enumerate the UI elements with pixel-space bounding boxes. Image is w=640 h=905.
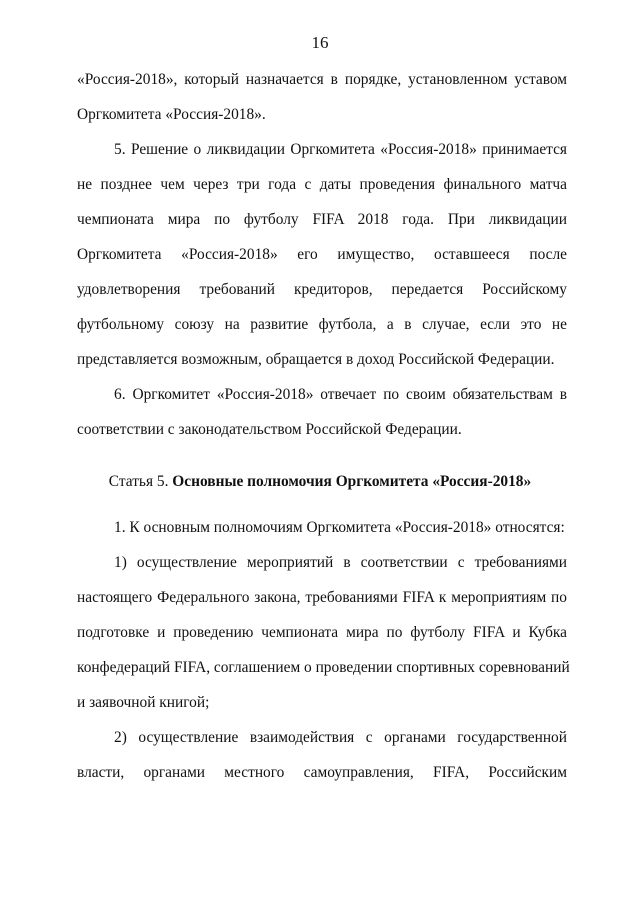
article-title: Основные полномочия Оргкомитета «Россия-2018» <box>172 473 532 490</box>
text-line: футбольному союзу на развитие футбола, а в случае, если это не <box>77 316 567 333</box>
text-line: 5. Решение о ликвидации Оргкомитета «Россия-2018» принимается <box>114 141 567 158</box>
text-line: 1. К основным полномочиям Оргкомитета «Россия-2018» относятся: <box>114 519 565 536</box>
text-line: 1) осуществление мероприятий в соответствии с требованиями <box>114 554 567 571</box>
text-line: власти, органами местного самоуправления, FIFA, Российским <box>77 764 567 781</box>
text-line: «Россия-2018», который назначается в порядке, установленном уставом <box>77 71 567 88</box>
text-line: настоящего Федерального закона, требованиями FIFA к мероприятиям по <box>77 589 567 606</box>
text-line: соответствии с законодательством Российской Федерации. <box>77 421 462 438</box>
text-line: подготовке и проведению чемпионата мира по футболу FIFA и Кубка <box>77 624 567 641</box>
text-line: чемпионата мира по футболу FIFA 2018 года. При ликвидации <box>77 211 567 228</box>
text-line: 2) осуществление взаимодействия с органами государственной <box>114 729 567 746</box>
article-prefix: Статья 5. <box>108 473 169 490</box>
text-line: 6. Оргкомитет «Россия-2018» отвечает по своим обязательствам в <box>114 386 567 403</box>
text-line: представляется возможным, обращается в доход Российской Федерации. <box>77 351 555 368</box>
text-line: и заявочной книгой; <box>77 694 210 711</box>
article-heading <box>0 472 640 492</box>
text-line: удовлетворения требований кредиторов, передается Российскому <box>77 281 567 298</box>
text-line: не позднее чем через три года с даты проведения финального матча <box>77 176 567 193</box>
text-line: конфедераций FIFA, соглашением о проведении спортивных соревнований <box>77 659 570 676</box>
text-line: Оргкомитета «Россия-2018» его имущество, оставшееся после <box>77 246 567 263</box>
page-number: 16 <box>311 33 329 52</box>
text-line: Оргкомитета «Россия-2018». <box>77 106 266 123</box>
